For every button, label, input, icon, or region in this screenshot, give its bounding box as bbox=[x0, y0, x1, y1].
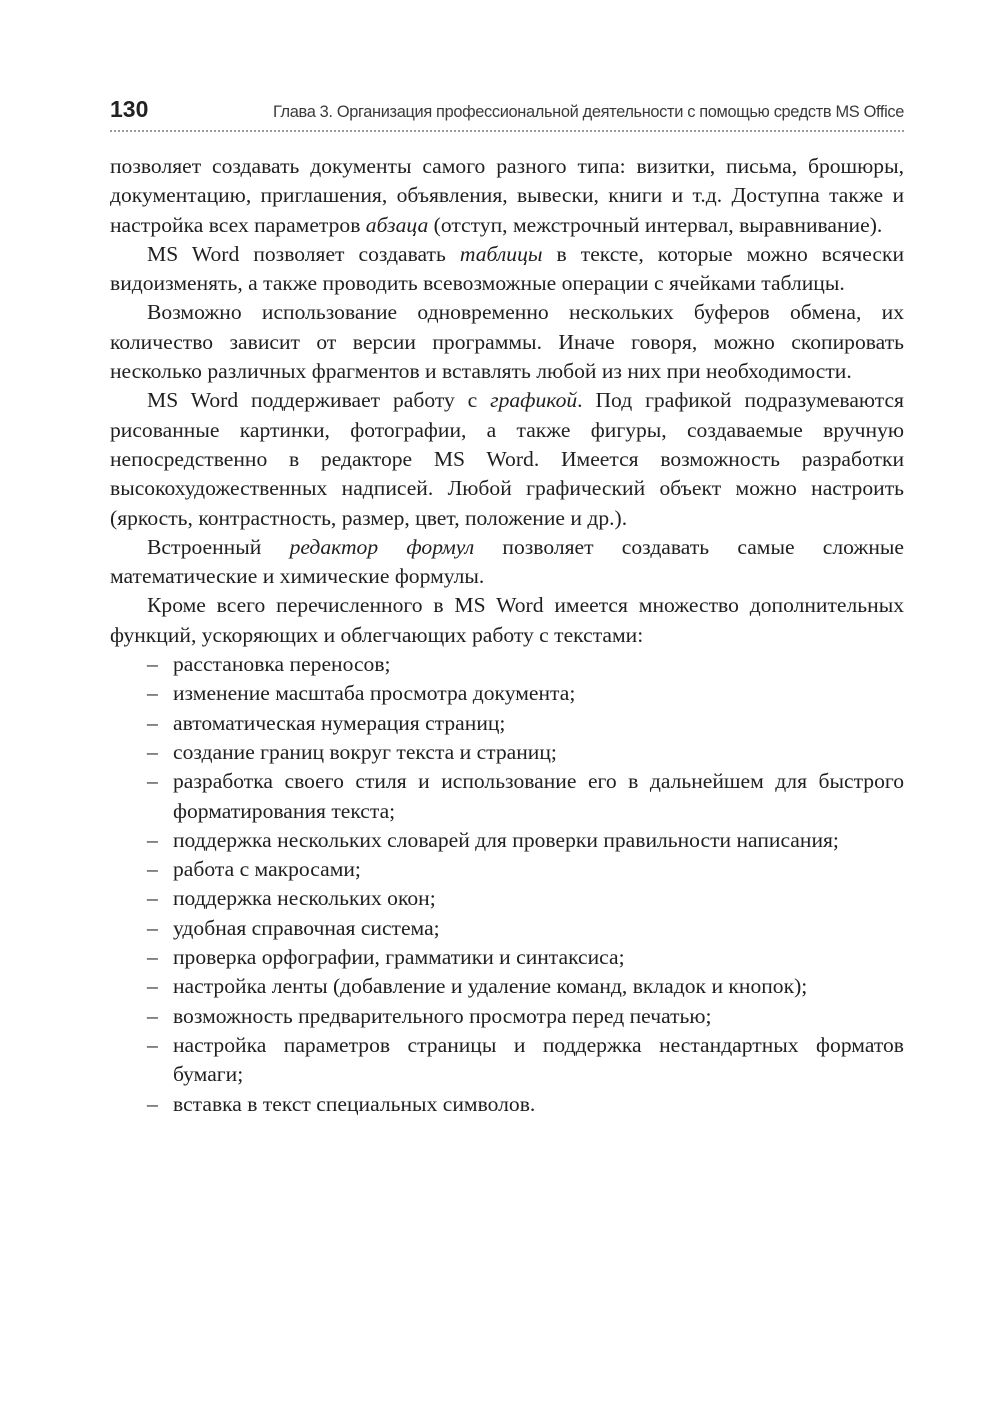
paragraph-1 bbox=[110, 152, 904, 240]
list-item bbox=[110, 767, 904, 826]
list-item-text: расстановка переносов; bbox=[173, 652, 391, 677]
text-run: MS Word поддерживает работу с bbox=[147, 388, 491, 413]
text-run: позволяет создавать документы самого разного типа: визитки, письма, брошюры, документацию, приглашения, объявления, вывески, книги и т.д. Доступна также и настройка всех параметров bbox=[110, 154, 904, 237]
list-item bbox=[110, 855, 904, 884]
list-item bbox=[110, 914, 904, 943]
paragraph-4 bbox=[110, 386, 904, 532]
dash-marker: – bbox=[147, 945, 158, 970]
list-item bbox=[110, 943, 904, 972]
list-item-text: изменение масштаба просмотра документа; bbox=[173, 681, 576, 706]
list-item bbox=[110, 884, 904, 913]
text-run: позволяет создавать самые сложные математические и химические формулы. bbox=[110, 534, 904, 589]
dash-marker: – bbox=[147, 1003, 158, 1028]
list-item-text: вставка в текст специальных символов. bbox=[173, 1091, 536, 1116]
italic-term: абзаца bbox=[365, 212, 429, 237]
list-item bbox=[110, 1002, 904, 1031]
list-item bbox=[110, 1031, 904, 1090]
page-header bbox=[110, 96, 904, 132]
list-item-text: создание границ вокруг текста и страниц; bbox=[173, 739, 557, 764]
page-body bbox=[110, 152, 904, 1119]
text-run: Встроенный bbox=[147, 534, 290, 559]
text-run: в тексте, которые можно всячески видоизменять, а также проводить всевозможные операции с ячейками таблицы. bbox=[110, 241, 904, 296]
list-item bbox=[110, 679, 904, 708]
list-item bbox=[110, 738, 904, 767]
paragraph-2 bbox=[110, 240, 904, 299]
text-run: MS Word позволяет создавать bbox=[147, 241, 460, 266]
text-run: Возможно использование одновременно нескольких буферов обмена, их количество зависит от версии программы. Иначе говоря, можно скопировать несколько различных фрагментов и вставлять любой из них при необходимости. bbox=[110, 300, 904, 384]
list-item-text: работа с макросами; bbox=[173, 857, 361, 882]
list-item-text: удобная справочная система; bbox=[173, 915, 440, 940]
list-item-text: проверка орфографии, грамматики и синтаксиса; bbox=[173, 945, 625, 970]
list-item-text: настройка ленты (добавление и удаление команд, вкладок и кнопок); bbox=[173, 974, 808, 999]
list-item-text: поддержка нескольких словарей для проверки правильности написания; bbox=[173, 827, 839, 852]
text-run: Кроме всего перечисленного в MS Word имеется множество дополнительных функций, ускоряющих и облегчающих работу с текстами: bbox=[110, 593, 904, 647]
page-number: 130 bbox=[110, 96, 149, 122]
dash-marker: – bbox=[147, 769, 158, 794]
paragraph-5 bbox=[110, 533, 904, 592]
paragraph-6 bbox=[110, 591, 904, 650]
feature-list bbox=[110, 650, 904, 1119]
list-item-text: поддержка нескольких окон; bbox=[173, 886, 436, 911]
dash-marker: – bbox=[147, 681, 158, 706]
list-item bbox=[110, 1090, 904, 1119]
text-run: (отступ, межстрочный интервал, выравнивание). bbox=[428, 212, 883, 237]
dash-marker: – bbox=[147, 915, 158, 940]
dash-marker: – bbox=[147, 739, 158, 764]
list-item-text: разработка своего стиля и использование его в дальнейшем для быстрого форматирования текста; bbox=[173, 769, 904, 823]
dash-marker: – bbox=[147, 1032, 158, 1057]
list-item-text: возможность предварительного просмотра перед печатью; bbox=[173, 1003, 712, 1028]
list-item bbox=[110, 972, 904, 1001]
dash-marker: – bbox=[147, 710, 158, 735]
dash-marker: – bbox=[147, 652, 158, 677]
text-run: . Под графикой подразумеваются рисованные картинки, фотографии, а также фигуры, создаваемые вручную непосредственно в редакторе MS Word. Имеется возможность разработки высокохудожественных надписей. Любой графический объект можно настроить (яркость, контрастность, размер, цвет, положение и др.). bbox=[110, 388, 904, 530]
italic-term: графикой bbox=[490, 388, 578, 413]
dash-marker: – bbox=[147, 827, 158, 852]
dash-marker: – bbox=[147, 1091, 158, 1116]
list-item-text: автоматическая нумерация страниц; bbox=[173, 710, 506, 735]
paragraph-3 bbox=[110, 298, 904, 386]
list-item-text: настройка параметров страницы и поддержка нестандартных форматов бумаги; bbox=[173, 1032, 904, 1087]
dash-marker: – bbox=[147, 857, 158, 882]
dash-marker: – bbox=[147, 974, 158, 999]
running-title: Глава 3. Организация профессиональной деятельности с помощью средств MS Office bbox=[272, 103, 904, 121]
list-item bbox=[110, 650, 904, 679]
dash-marker: – bbox=[147, 886, 158, 911]
italic-term: таблицы bbox=[459, 241, 543, 266]
italic-term: редактор формул bbox=[289, 534, 475, 559]
list-item bbox=[110, 826, 904, 855]
list-item bbox=[110, 709, 904, 738]
